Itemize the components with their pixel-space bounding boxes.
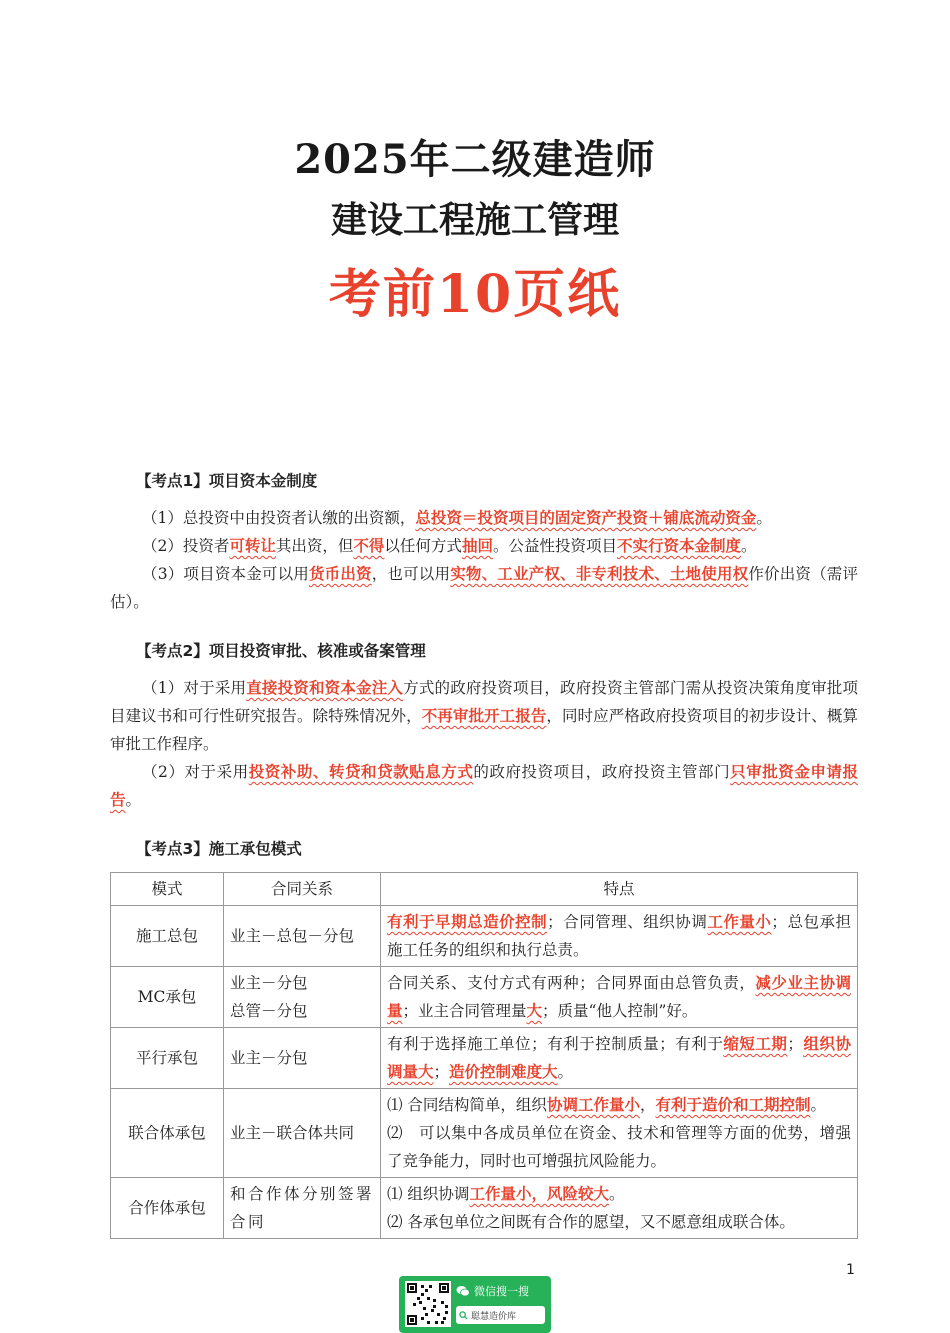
text-run: （2）投资者 bbox=[142, 537, 230, 555]
doc-title-year: 2025年二级建造师 bbox=[294, 136, 656, 183]
highlighted-text: 有利于早期总造价控制 bbox=[387, 912, 548, 931]
table-header-cell: 特点 bbox=[381, 873, 858, 906]
relation-cell bbox=[224, 1178, 381, 1239]
relation-cell bbox=[224, 967, 381, 1028]
relation-cell bbox=[224, 906, 381, 967]
text-run: 方式的政府投资项目，政府投资主管部门需从投资决策角度审批项目建议书和可行性研究报告。除特殊情况外， bbox=[110, 679, 858, 725]
highlighted-text: 直接投资和资本金注入 bbox=[246, 678, 404, 697]
contract-mode-table bbox=[110, 872, 858, 1239]
feature-line bbox=[387, 969, 851, 1025]
mode-cell: 平行承包 bbox=[111, 1028, 224, 1089]
feature-cell bbox=[381, 906, 858, 967]
relation-line: 和合作体分别签署合同 bbox=[230, 1185, 375, 1231]
highlighted-text: 组织协调量大 bbox=[387, 1034, 851, 1081]
relation-cell bbox=[224, 1028, 381, 1089]
relation-cell bbox=[224, 1089, 381, 1178]
text-run: ⑵ 各承包单位之间既有合作的愿望，又不愿意组成联合体。 bbox=[387, 1213, 795, 1231]
text-run: 。公益性投资项目 bbox=[492, 537, 617, 555]
highlighted-text: 不再审批开工报告 bbox=[421, 706, 547, 725]
text-run: 其出资，但 bbox=[275, 537, 354, 555]
feature-line bbox=[387, 908, 851, 964]
mode-cell: MC承包 bbox=[111, 967, 224, 1028]
highlighted-text: 造价控制难度大 bbox=[449, 1062, 558, 1081]
relation-line: 业主－总包－分包 bbox=[230, 927, 355, 945]
feature-cell bbox=[381, 1028, 858, 1089]
text-run: ； bbox=[787, 1035, 803, 1053]
relation-line: 总管－分包 bbox=[230, 1002, 308, 1020]
highlighted-text: 缩短工期 bbox=[723, 1034, 788, 1053]
doc-title-subject: 建设工程施工管理 bbox=[330, 199, 619, 241]
relation-line: 业主－分包 bbox=[230, 1049, 308, 1067]
text-run: 。 bbox=[810, 1096, 826, 1114]
table-row bbox=[111, 1089, 858, 1178]
highlighted-text: 减少业主协调量 bbox=[387, 973, 851, 1020]
highlighted-text: 抽回 bbox=[461, 536, 493, 555]
highlighted-text: 可转让 bbox=[229, 536, 276, 555]
table-row bbox=[111, 1178, 858, 1239]
table-row bbox=[111, 967, 858, 1028]
relation-line: 业主－联合体共同 bbox=[230, 1124, 355, 1142]
wechat-icon bbox=[456, 1285, 470, 1297]
text-run: ，同时应严格政府投资项目的初步设计、概算审批工作程序。 bbox=[110, 707, 858, 753]
text-run: 。 bbox=[557, 1063, 574, 1081]
feature-line bbox=[387, 1180, 851, 1208]
mode-cell: 合作体承包 bbox=[111, 1178, 224, 1239]
feature-cell bbox=[381, 967, 858, 1028]
text-run: ⑴ 合同结构简单，组织 bbox=[387, 1096, 547, 1114]
text-run: 有利于选择施工单位；有利于控制质量；有利于 bbox=[387, 1035, 724, 1053]
search-text: 聪慧造价库 bbox=[471, 1311, 517, 1322]
text-run: ；质量“他人控制”好。 bbox=[542, 1002, 698, 1020]
text-run: 的政府投资项目，政府投资主管部门 bbox=[473, 763, 731, 781]
page-number: 1 bbox=[846, 1262, 855, 1278]
table-body bbox=[111, 906, 858, 1239]
paragraph bbox=[110, 758, 858, 814]
text-run: （1）总投资中由投资者认缴的出资额， bbox=[142, 509, 416, 527]
highlighted-text: 大 bbox=[526, 1001, 543, 1020]
text-run: ，也可以用 bbox=[371, 565, 451, 583]
text-run: ⑴ 组织协调 bbox=[387, 1185, 470, 1203]
section-title: 【考点1】项目资本金制度 bbox=[136, 472, 318, 490]
relation-line: 业主－分包 bbox=[230, 974, 308, 992]
text-run: （3）项目资本金可以用 bbox=[142, 565, 309, 583]
doc-title-main: 考前10页纸 bbox=[328, 264, 622, 325]
highlighted-text: 实物、工业产权、非专利技术、土地使用权 bbox=[450, 564, 749, 583]
wechat-search-badge bbox=[399, 1276, 551, 1333]
highlighted-text: 货币出资 bbox=[308, 564, 372, 583]
text-run: 。 bbox=[608, 1185, 625, 1203]
mode-cell: 联合体承包 bbox=[111, 1089, 224, 1178]
text-run: ； bbox=[433, 1063, 450, 1081]
content-body bbox=[110, 468, 858, 1239]
text-run: ⑵ 可以集中各成员单位在资金、技术和管理等方面的优势，增强了竞争能力，同时也可增强抗风险能力。 bbox=[387, 1124, 851, 1170]
highlighted-text: 有利于造价和工期控制 bbox=[655, 1095, 811, 1114]
highlighted-text: 总投资＝投资项目的固定资产投资＋铺底流动资金 bbox=[415, 508, 757, 527]
feature-line bbox=[387, 1091, 851, 1119]
search-field bbox=[456, 1306, 545, 1324]
feature-line bbox=[387, 1208, 851, 1236]
text-run: ；业主合同管理量 bbox=[402, 1002, 527, 1020]
text-run: （1）对于采用 bbox=[142, 679, 247, 697]
feature-cell bbox=[381, 1178, 858, 1239]
text-run: 作价出资（需评估）。 bbox=[110, 565, 858, 611]
table-row bbox=[111, 906, 858, 967]
highlighted-text: 协调工作量小 bbox=[546, 1095, 640, 1114]
section-title: 【考点2】项目投资审批、核准或备案管理 bbox=[136, 642, 426, 660]
search-icon bbox=[459, 1311, 468, 1320]
qr-code-icon bbox=[405, 1281, 451, 1327]
table-header-cell: 合同关系 bbox=[224, 873, 381, 906]
feature-cell bbox=[381, 1089, 858, 1178]
highlighted-text: 只审批资金申请报告 bbox=[110, 762, 858, 809]
text-run: 以任何方式 bbox=[384, 537, 462, 555]
text-run: ， bbox=[639, 1096, 656, 1114]
text-run: ；总包承担施工任务的组织和执行总责。 bbox=[387, 913, 851, 959]
table-header-row bbox=[111, 873, 858, 906]
text-run: 。 bbox=[740, 537, 757, 555]
text-run: 合同关系、支付方式有两种；合同界面由总管负责， bbox=[387, 974, 756, 992]
section-title: 【考点3】施工承包模式 bbox=[136, 840, 302, 858]
paragraph bbox=[110, 504, 858, 532]
highlighted-text: 不得 bbox=[353, 536, 385, 555]
feature-line bbox=[387, 1119, 851, 1175]
highlighted-text: 工作量小，风险较大 bbox=[469, 1184, 609, 1203]
paragraph bbox=[110, 532, 858, 560]
feature-line bbox=[387, 1030, 851, 1086]
wechat-label: 微信搜一搜 bbox=[474, 1285, 529, 1298]
paragraph bbox=[110, 560, 858, 616]
highlighted-text: 工作量小 bbox=[707, 912, 772, 931]
mode-cell: 施工总包 bbox=[111, 906, 224, 967]
text-run: 。 bbox=[125, 791, 142, 809]
text-run: ；合同管理、组织协调 bbox=[547, 913, 708, 931]
text-run: 。 bbox=[756, 509, 772, 527]
paragraph bbox=[110, 674, 858, 758]
table-row bbox=[111, 1028, 858, 1089]
text-run: （2）对于采用 bbox=[142, 763, 249, 781]
highlighted-text: 投资补助、转贷和贷款贴息方式 bbox=[248, 762, 474, 781]
table-header-cell: 模式 bbox=[111, 873, 224, 906]
highlighted-text: 不实行资本金制度 bbox=[616, 536, 741, 555]
